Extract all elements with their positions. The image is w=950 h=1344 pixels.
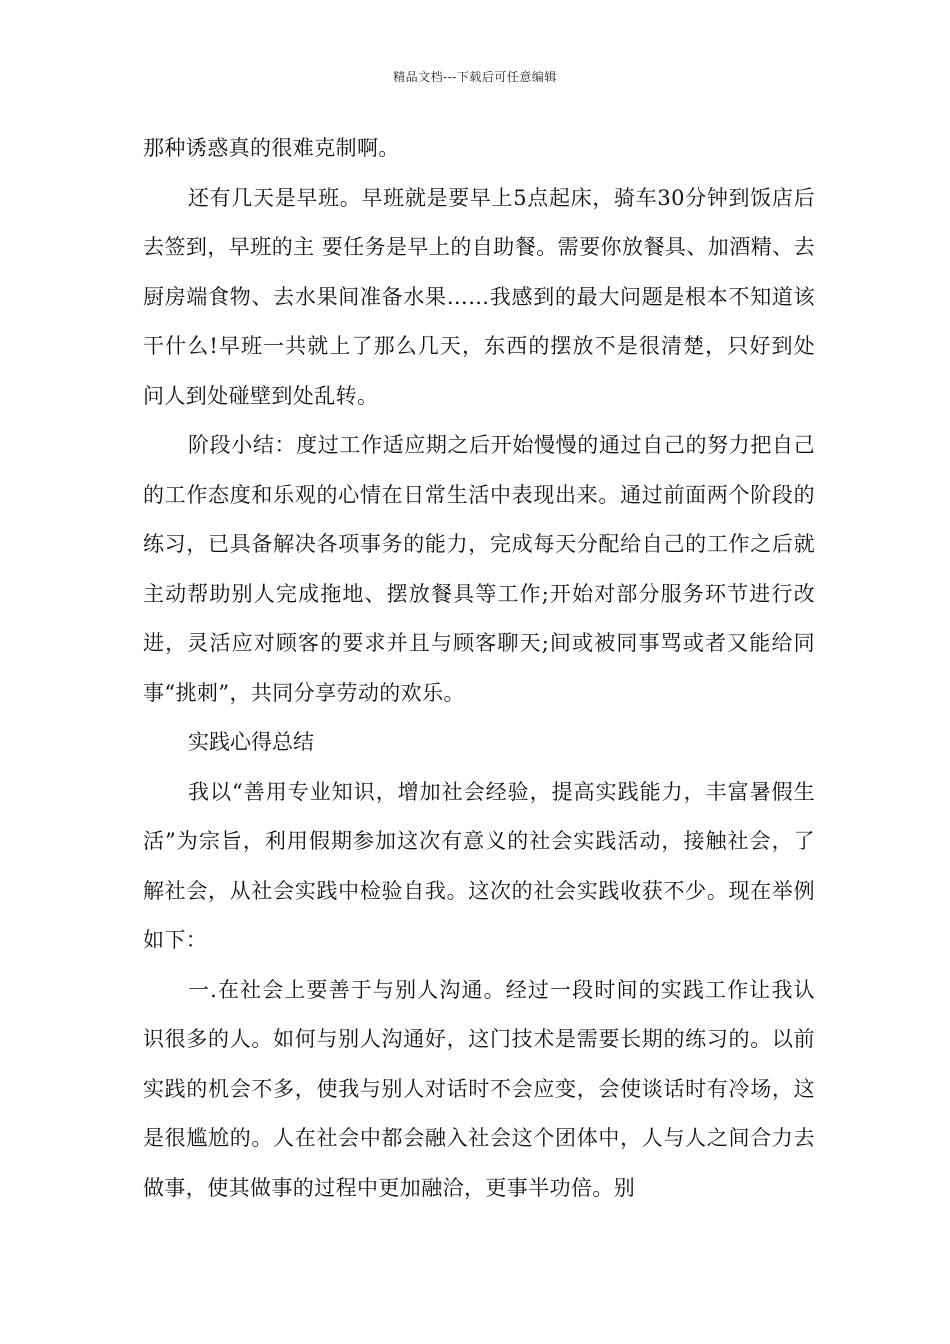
paragraph-stage-summary: 阶段小结：度过工作适应期之后开始慢慢的通过自己的努力把自己的工作态度和乐观的心情在日常生活中表现出来。通过前面两个阶段的练习，已具备解决各项事务的能力，完成每天分配给自己的工作之后就主动帮助别人完成拖地、摆放餐具等工作;开始对部分服务环节进行改进，灵活应对顾客的要求并且与顾客聊天;间或被同事骂或者又能给同事“挑刺”，共同分享劳动的欢乐。: [143, 433, 815, 705]
section-heading: 实践心得总结: [188, 730, 314, 754]
document-body: [143, 124, 815, 1213]
page-header: 精品文档---下载后可任意编辑: [393, 70, 557, 84]
paragraph-continuation: 那种诱惑真的很难克制啊。: [143, 136, 400, 160]
paragraph-purpose: 我以“善用专业知识，增加社会经验，提高实践能力，丰富暑假生活”为宗旨，利用假期参加这次有意义的社会实践活动，接触社会，了解社会，从社会实践中检验自我。这次的社会实践收获不少。现在举例如下：: [143, 779, 815, 952]
paragraph-communication: 一.在社会上要善于与别人沟通。经过一段时间的实践工作让我认识很多的人。如何与别人沟通好，这门技术是需要长期的练习的。以前实践的机会不多，使我与别人对话时不会应变，会使谈话时有冷场，这是很尴尬的。人在社会中都会融入社会这个团体中，人与人之间合力去做事，使其做事的过程中更加融洽，更事半功倍。别: [143, 977, 815, 1200]
paragraph-morning-shift: 还有几天是早班。早班就是要早上5点起床，骑车30分钟到饭店后去签到，早班的主 要任务是早上的自助餐。需要你放餐具、加酒精、去厨房端食物、去水果间准备水果……我感到的最大问题是根本不知道该干什么!早班一共就上了那么几天，东西的摆放不是很清楚，只好到处问人到处碰壁到处乱转。: [143, 185, 815, 408]
